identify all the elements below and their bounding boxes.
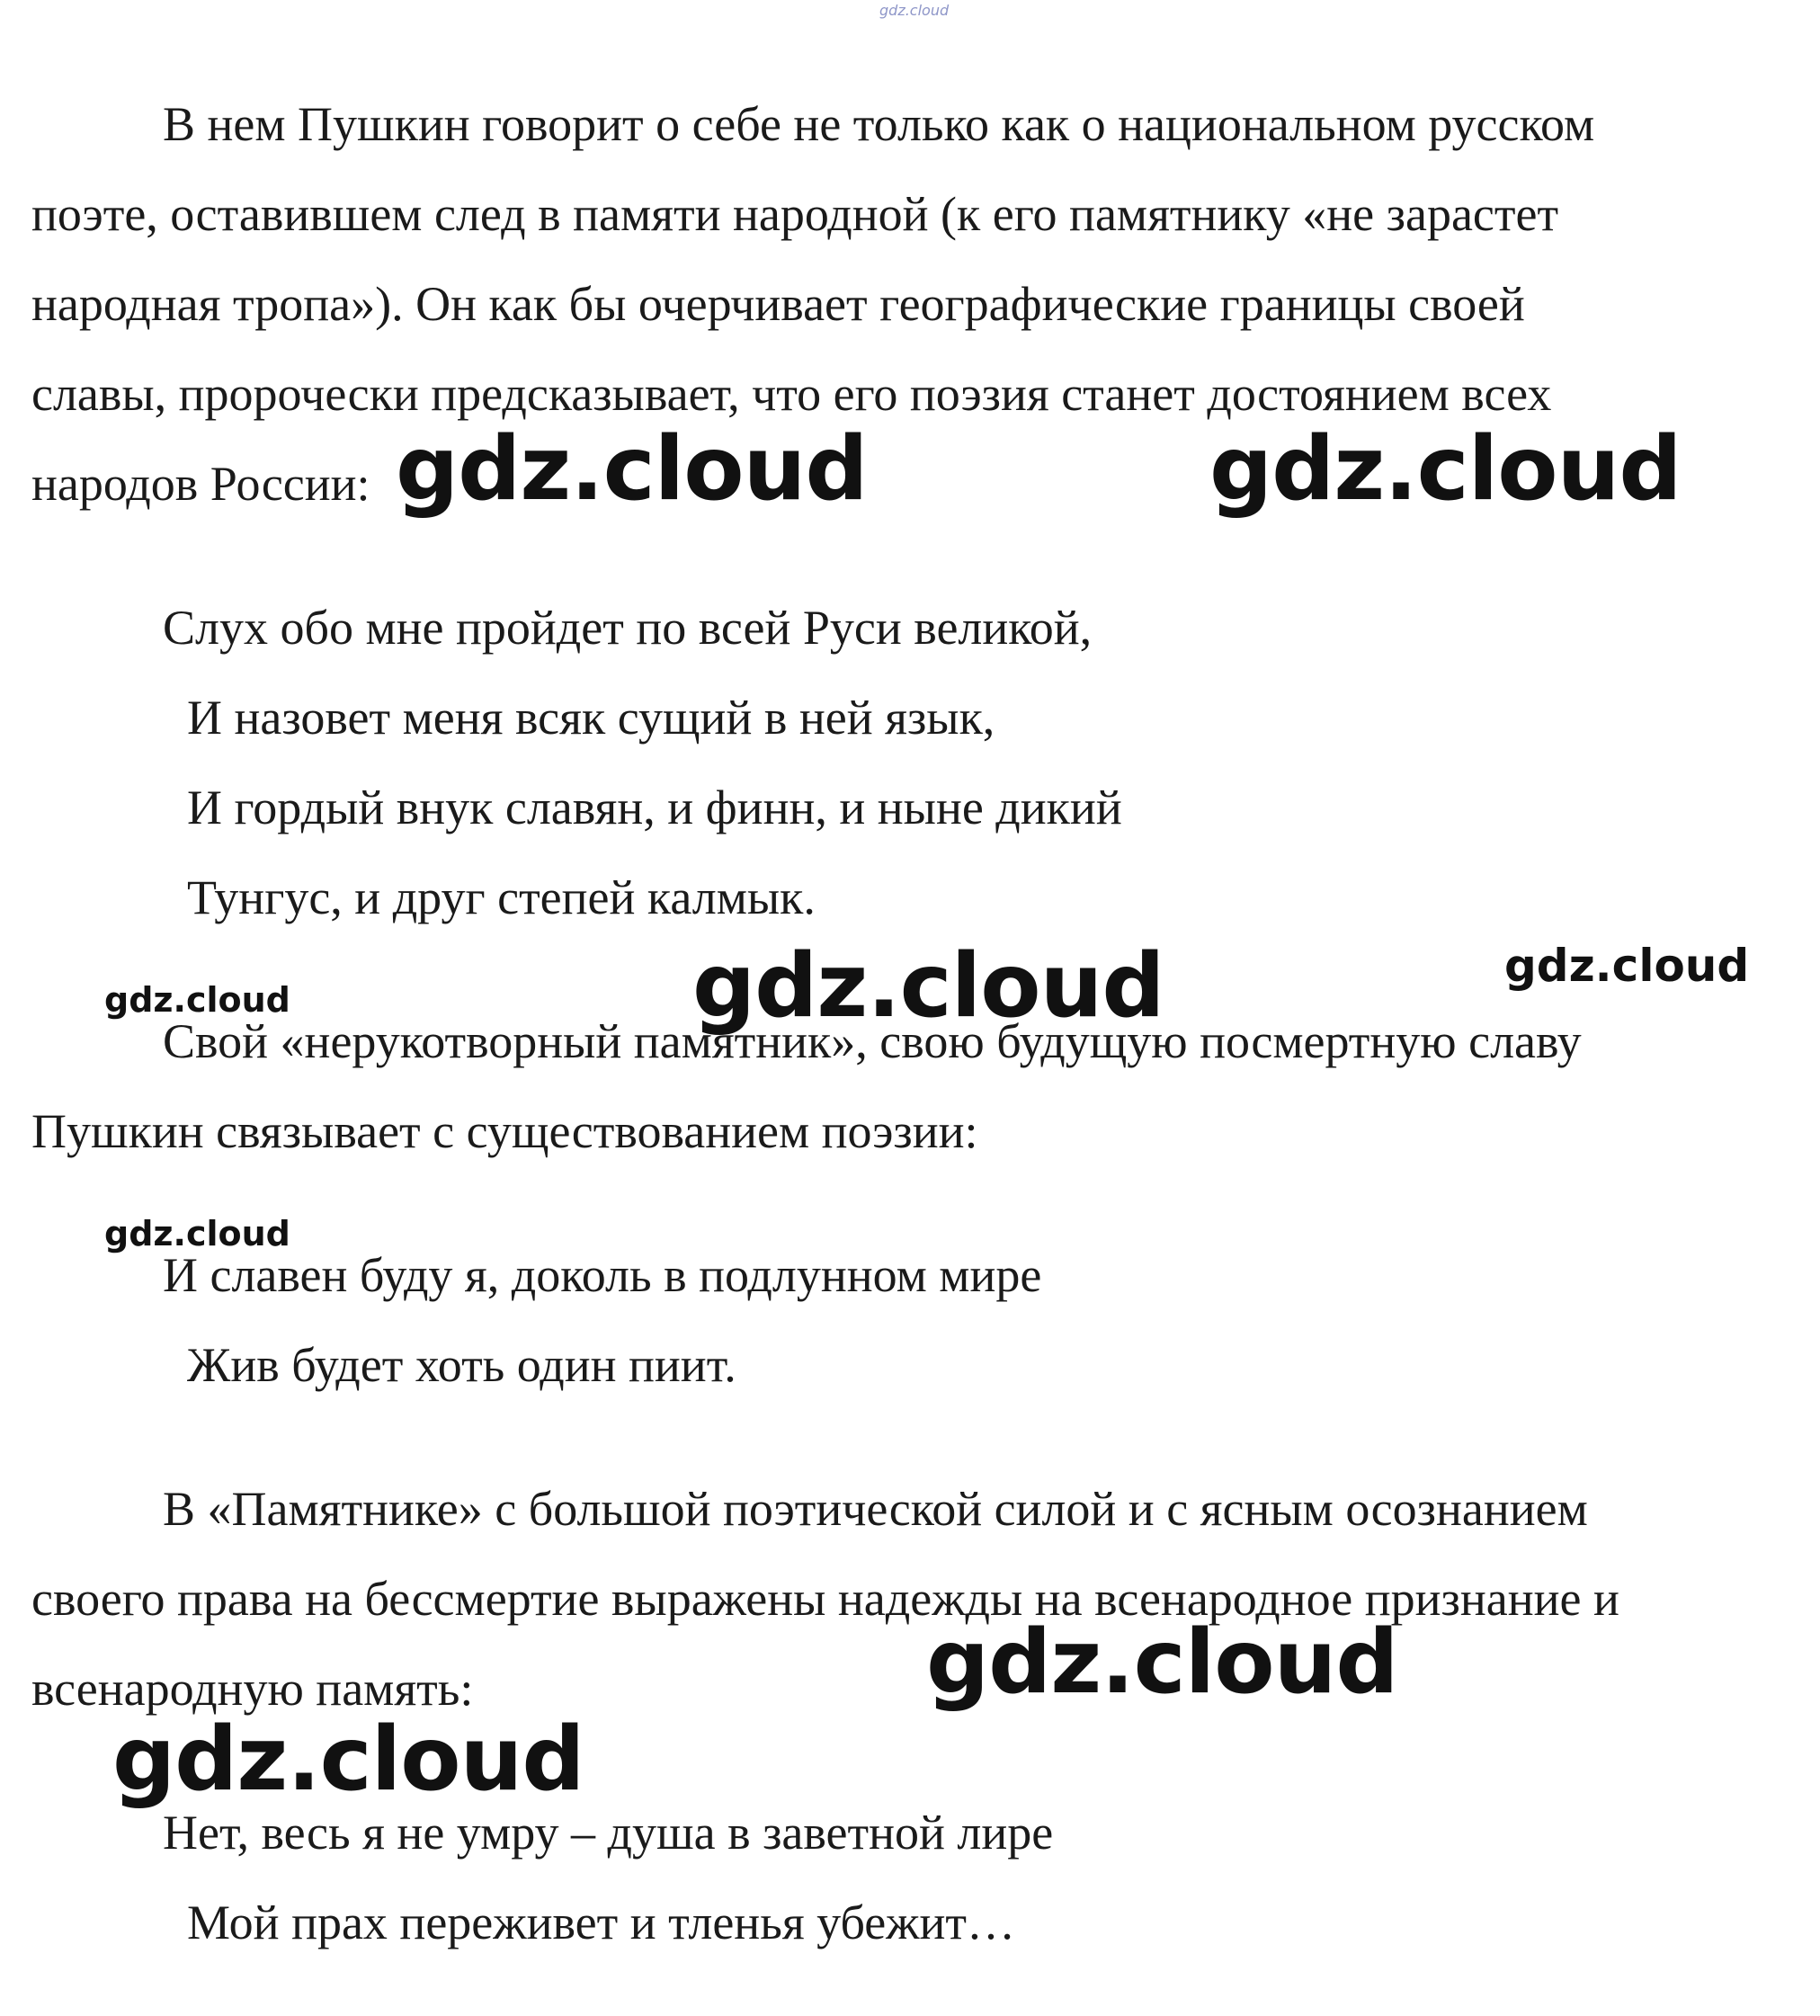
watermark: gdz.cloud [1504, 940, 1750, 992]
verse-2-line-2: Жив будет хоть один пиит. [187, 1338, 736, 1392]
watermark: gdz.cloud [396, 418, 868, 521]
watermark: gdz.cloud [104, 1214, 290, 1253]
verse-3-line-2: Мой прах переживет и тленья убежит… [187, 1896, 1015, 1949]
paragraph-2-line-1: Свой «нерукотворный памятник», свою будущую посмертную славу [163, 1014, 1582, 1068]
verse-1-line-4: Тунгус, и друг степей калмык. [187, 870, 816, 924]
paragraph-1-line-5: народов России: [31, 457, 370, 511]
site-mark: gdz.cloud [879, 2, 950, 19]
watermark: gdz.cloud [692, 935, 1164, 1038]
paragraph-3-line-1: В «Памятнике» с большой поэтической силой и с ясным осознанием [163, 1482, 1588, 1536]
verse-1-line-1: Слух обо мне пройдет по всей Руси великой, [163, 601, 1093, 655]
watermark: gdz.cloud [926, 1611, 1398, 1714]
paragraph-2-line-2: Пушкин связывает с существованием поэзии: [31, 1104, 978, 1158]
verse-2-line-1: И славен буду я, доколь в подлунном мире [163, 1248, 1042, 1302]
paragraph-1-line-3: народная тропа»). Он как бы очерчивает географические границы своей [31, 277, 1525, 331]
paragraph-1-line-2: поэте, оставившем след в памяти народной (к его памятнику «не зарастет [31, 187, 1559, 241]
verse-1-line-3: И гордый внук славян, и финн, и ныне дикий [187, 781, 1122, 834]
paragraph-3-line-3: всенародную память: [31, 1662, 474, 1716]
paragraph-1-line-1: В нем Пушкин говорит о себе не только как о национальном русском [163, 97, 1595, 151]
paragraph-3-line-2: своего права на бессмертие выражены надежды на всенародное признание и [31, 1572, 1619, 1626]
verse-3-line-1: Нет, весь я не умру – душа в заветной лире [163, 1806, 1054, 1860]
watermark: gdz.cloud [112, 1708, 584, 1811]
verse-1-line-2: И назовет меня всяк сущий в ней язык, [187, 691, 995, 745]
watermark: gdz.cloud [104, 980, 290, 1020]
paragraph-1-line-4: славы, пророчески предсказывает, что его поэзия станет достоянием всех [31, 367, 1552, 421]
watermark: gdz.cloud [1209, 418, 1682, 521]
